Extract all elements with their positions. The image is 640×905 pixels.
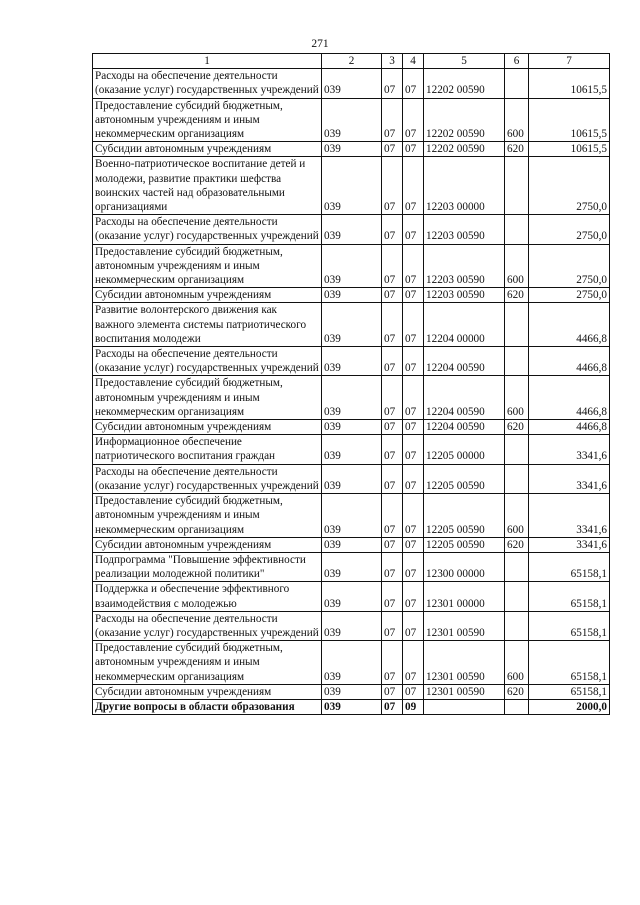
amount: 65158,1 (529, 552, 610, 581)
code-target-article: 12203 00590 (424, 215, 505, 244)
code-expense-type: 620 (505, 288, 529, 303)
table-row (93, 142, 610, 157)
row-description: Предоставление субсидий бюджетным, автономным учреждениям и иным некоммерческим организациям (93, 376, 322, 420)
row-description: Субсидии автономным учреждениям (93, 142, 322, 157)
table-header-row (93, 54, 610, 69)
column-header: 3 (382, 54, 403, 69)
row-description: Другие вопросы в области образования (93, 699, 322, 714)
code-section: 07 (382, 215, 403, 244)
code-section: 07 (382, 641, 403, 685)
amount: 2000,0 (529, 699, 610, 714)
code-section: 07 (382, 244, 403, 288)
code-subsection: 07 (403, 98, 424, 142)
code-expense-type: 620 (505, 142, 529, 157)
table-row (93, 684, 610, 699)
code-grbs: 039 (322, 420, 382, 435)
code-section: 07 (382, 142, 403, 157)
code-section: 07 (382, 98, 403, 142)
code-grbs: 039 (322, 464, 382, 493)
column-header: 5 (424, 54, 505, 69)
code-subsection: 07 (403, 157, 424, 215)
code-subsection: 07 (403, 611, 424, 640)
table-row (93, 98, 610, 142)
amount: 65158,1 (529, 684, 610, 699)
amount: 2750,0 (529, 215, 610, 244)
code-target-article: 12204 00590 (424, 376, 505, 420)
code-expense-type: 600 (505, 641, 529, 685)
code-expense-type: 600 (505, 376, 529, 420)
amount: 4466,8 (529, 376, 610, 420)
code-target-article: 12203 00000 (424, 157, 505, 215)
table-row (93, 611, 610, 640)
code-grbs: 039 (322, 582, 382, 611)
row-description: Предоставление субсидий бюджетным, автономным учреждениям и иным некоммерческим организациям (93, 641, 322, 685)
column-header: 1 (93, 54, 322, 69)
table-row (93, 69, 610, 98)
code-target-article: 12205 00590 (424, 537, 505, 552)
code-grbs: 039 (322, 641, 382, 685)
code-expense-type (505, 464, 529, 493)
code-expense-type: 620 (505, 684, 529, 699)
page-number: 271 (311, 38, 329, 50)
amount: 3341,6 (529, 435, 610, 464)
amount: 65158,1 (529, 611, 610, 640)
code-section: 07 (382, 552, 403, 581)
code-target-article: 12205 00590 (424, 464, 505, 493)
row-description: Субсидии автономным учреждениям (93, 537, 322, 552)
code-expense-type: 600 (505, 244, 529, 288)
code-expense-type (505, 699, 529, 714)
code-grbs: 039 (322, 699, 382, 714)
code-subsection: 07 (403, 303, 424, 347)
amount: 4466,8 (529, 347, 610, 376)
code-grbs: 039 (322, 244, 382, 288)
code-target-article: 12301 00590 (424, 641, 505, 685)
amount: 65158,1 (529, 641, 610, 685)
code-section: 07 (382, 420, 403, 435)
table-row (93, 244, 610, 288)
code-subsection: 07 (403, 537, 424, 552)
code-target-article: 12202 00590 (424, 142, 505, 157)
code-target-article: 12202 00590 (424, 98, 505, 142)
code-subsection: 07 (403, 435, 424, 464)
row-description: Субсидии автономным учреждениям (93, 420, 322, 435)
amount: 10615,5 (529, 142, 610, 157)
amount: 2750,0 (529, 157, 610, 215)
column-header: 2 (322, 54, 382, 69)
table-row (93, 464, 610, 493)
table-row (93, 288, 610, 303)
table-row (93, 582, 610, 611)
table-row (93, 376, 610, 420)
code-target-article: 12203 00590 (424, 288, 505, 303)
row-description: Информационное обеспечение патриотического воспитания граждан (93, 435, 322, 464)
code-subsection: 07 (403, 464, 424, 493)
code-subsection: 07 (403, 420, 424, 435)
code-subsection: 07 (403, 684, 424, 699)
code-grbs: 039 (322, 611, 382, 640)
row-description: Военно-патриотическое воспитание детей и молодежи, развитие практики шефства воинских частей над образовательными организациями (93, 157, 322, 215)
code-section: 07 (382, 699, 403, 714)
code-expense-type (505, 582, 529, 611)
row-description: Подпрограмма "Повышение эффективности реализации молодежной политики" (93, 552, 322, 581)
amount: 4466,8 (529, 420, 610, 435)
code-target-article: 12202 00590 (424, 69, 505, 98)
code-target-article: 12205 00590 (424, 494, 505, 538)
code-target-article (424, 699, 505, 714)
code-grbs: 039 (322, 684, 382, 699)
code-section: 07 (382, 376, 403, 420)
code-expense-type (505, 347, 529, 376)
code-target-article: 12301 00590 (424, 684, 505, 699)
amount: 3341,6 (529, 464, 610, 493)
code-grbs: 039 (322, 288, 382, 303)
code-grbs: 039 (322, 552, 382, 581)
row-description: Предоставление субсидий бюджетным, автономным учреждениям и иным некоммерческим организациям (93, 244, 322, 288)
table-row (93, 215, 610, 244)
code-expense-type: 600 (505, 494, 529, 538)
code-subsection: 07 (403, 552, 424, 581)
code-subsection: 09 (403, 699, 424, 714)
code-target-article: 12300 00000 (424, 552, 505, 581)
code-section: 07 (382, 611, 403, 640)
amount: 4466,8 (529, 303, 610, 347)
code-subsection: 07 (403, 244, 424, 288)
column-header: 7 (529, 54, 610, 69)
code-target-article: 12204 00590 (424, 347, 505, 376)
table-row (93, 157, 610, 215)
code-target-article: 12204 00590 (424, 420, 505, 435)
code-subsection: 07 (403, 494, 424, 538)
table-row (93, 435, 610, 464)
code-grbs: 039 (322, 142, 382, 157)
code-expense-type: 620 (505, 537, 529, 552)
code-subsection: 07 (403, 215, 424, 244)
code-expense-type: 600 (505, 98, 529, 142)
row-description: Расходы на обеспечение деятельности (оказание услуг) государственных учреждений (93, 611, 322, 640)
code-expense-type: 620 (505, 420, 529, 435)
code-subsection: 07 (403, 582, 424, 611)
code-expense-type (505, 552, 529, 581)
table-row (93, 303, 610, 347)
code-subsection: 07 (403, 347, 424, 376)
table-row (93, 537, 610, 552)
amount: 3341,6 (529, 494, 610, 538)
table-row (93, 552, 610, 581)
row-description: Субсидии автономным учреждениям (93, 288, 322, 303)
code-grbs: 039 (322, 347, 382, 376)
code-section: 07 (382, 464, 403, 493)
code-expense-type (505, 435, 529, 464)
code-section: 07 (382, 303, 403, 347)
code-subsection: 07 (403, 288, 424, 303)
row-description: Расходы на обеспечение деятельности (оказание услуг) государственных учреждений (93, 464, 322, 493)
code-section: 07 (382, 347, 403, 376)
code-section: 07 (382, 288, 403, 303)
code-section: 07 (382, 157, 403, 215)
row-description: Расходы на обеспечение деятельности (оказание услуг) государственных учреждений (93, 69, 322, 98)
code-grbs: 039 (322, 494, 382, 538)
code-target-article: 12203 00590 (424, 244, 505, 288)
column-header: 6 (505, 54, 529, 69)
amount: 3341,6 (529, 537, 610, 552)
code-section: 07 (382, 494, 403, 538)
code-section: 07 (382, 684, 403, 699)
row-description: Поддержка и обеспечение эффективного взаимодействия с молодежью (93, 582, 322, 611)
code-subsection: 07 (403, 69, 424, 98)
amount: 2750,0 (529, 288, 610, 303)
budget-table (92, 53, 610, 715)
row-description: Субсидии автономным учреждениям (93, 684, 322, 699)
code-expense-type (505, 69, 529, 98)
code-target-article: 12204 00000 (424, 303, 505, 347)
code-grbs: 039 (322, 376, 382, 420)
code-section: 07 (382, 435, 403, 464)
code-target-article: 12301 00000 (424, 582, 505, 611)
amount: 10615,5 (529, 98, 610, 142)
row-description: Предоставление субсидий бюджетным, автономным учреждениям и иным некоммерческим организациям (93, 98, 322, 142)
code-target-article: 12301 00590 (424, 611, 505, 640)
table-row (93, 699, 610, 714)
code-grbs: 039 (322, 98, 382, 142)
code-subsection: 07 (403, 641, 424, 685)
column-header: 4 (403, 54, 424, 69)
code-expense-type (505, 215, 529, 244)
row-description: Развитие волонтерского движения как важного элемента системы патриотического воспитания молодежи (93, 303, 322, 347)
code-expense-type (505, 157, 529, 215)
code-grbs: 039 (322, 435, 382, 464)
table-row (93, 641, 610, 685)
code-target-article: 12205 00000 (424, 435, 505, 464)
code-grbs: 039 (322, 303, 382, 347)
code-subsection: 07 (403, 142, 424, 157)
table-row (93, 420, 610, 435)
table-row (93, 347, 610, 376)
amount: 10615,5 (529, 69, 610, 98)
code-section: 07 (382, 537, 403, 552)
table-row (93, 494, 610, 538)
row-description: Расходы на обеспечение деятельности (оказание услуг) государственных учреждений (93, 215, 322, 244)
code-grbs: 039 (322, 69, 382, 98)
code-expense-type (505, 611, 529, 640)
code-grbs: 039 (322, 215, 382, 244)
row-description: Предоставление субсидий бюджетным, автономным учреждениям и иным некоммерческим организациям (93, 494, 322, 538)
amount: 65158,1 (529, 582, 610, 611)
code-expense-type (505, 303, 529, 347)
amount: 2750,0 (529, 244, 610, 288)
row-description: Расходы на обеспечение деятельности (оказание услуг) государственных учреждений (93, 347, 322, 376)
code-subsection: 07 (403, 376, 424, 420)
code-grbs: 039 (322, 157, 382, 215)
code-grbs: 039 (322, 537, 382, 552)
code-section: 07 (382, 69, 403, 98)
code-section: 07 (382, 582, 403, 611)
